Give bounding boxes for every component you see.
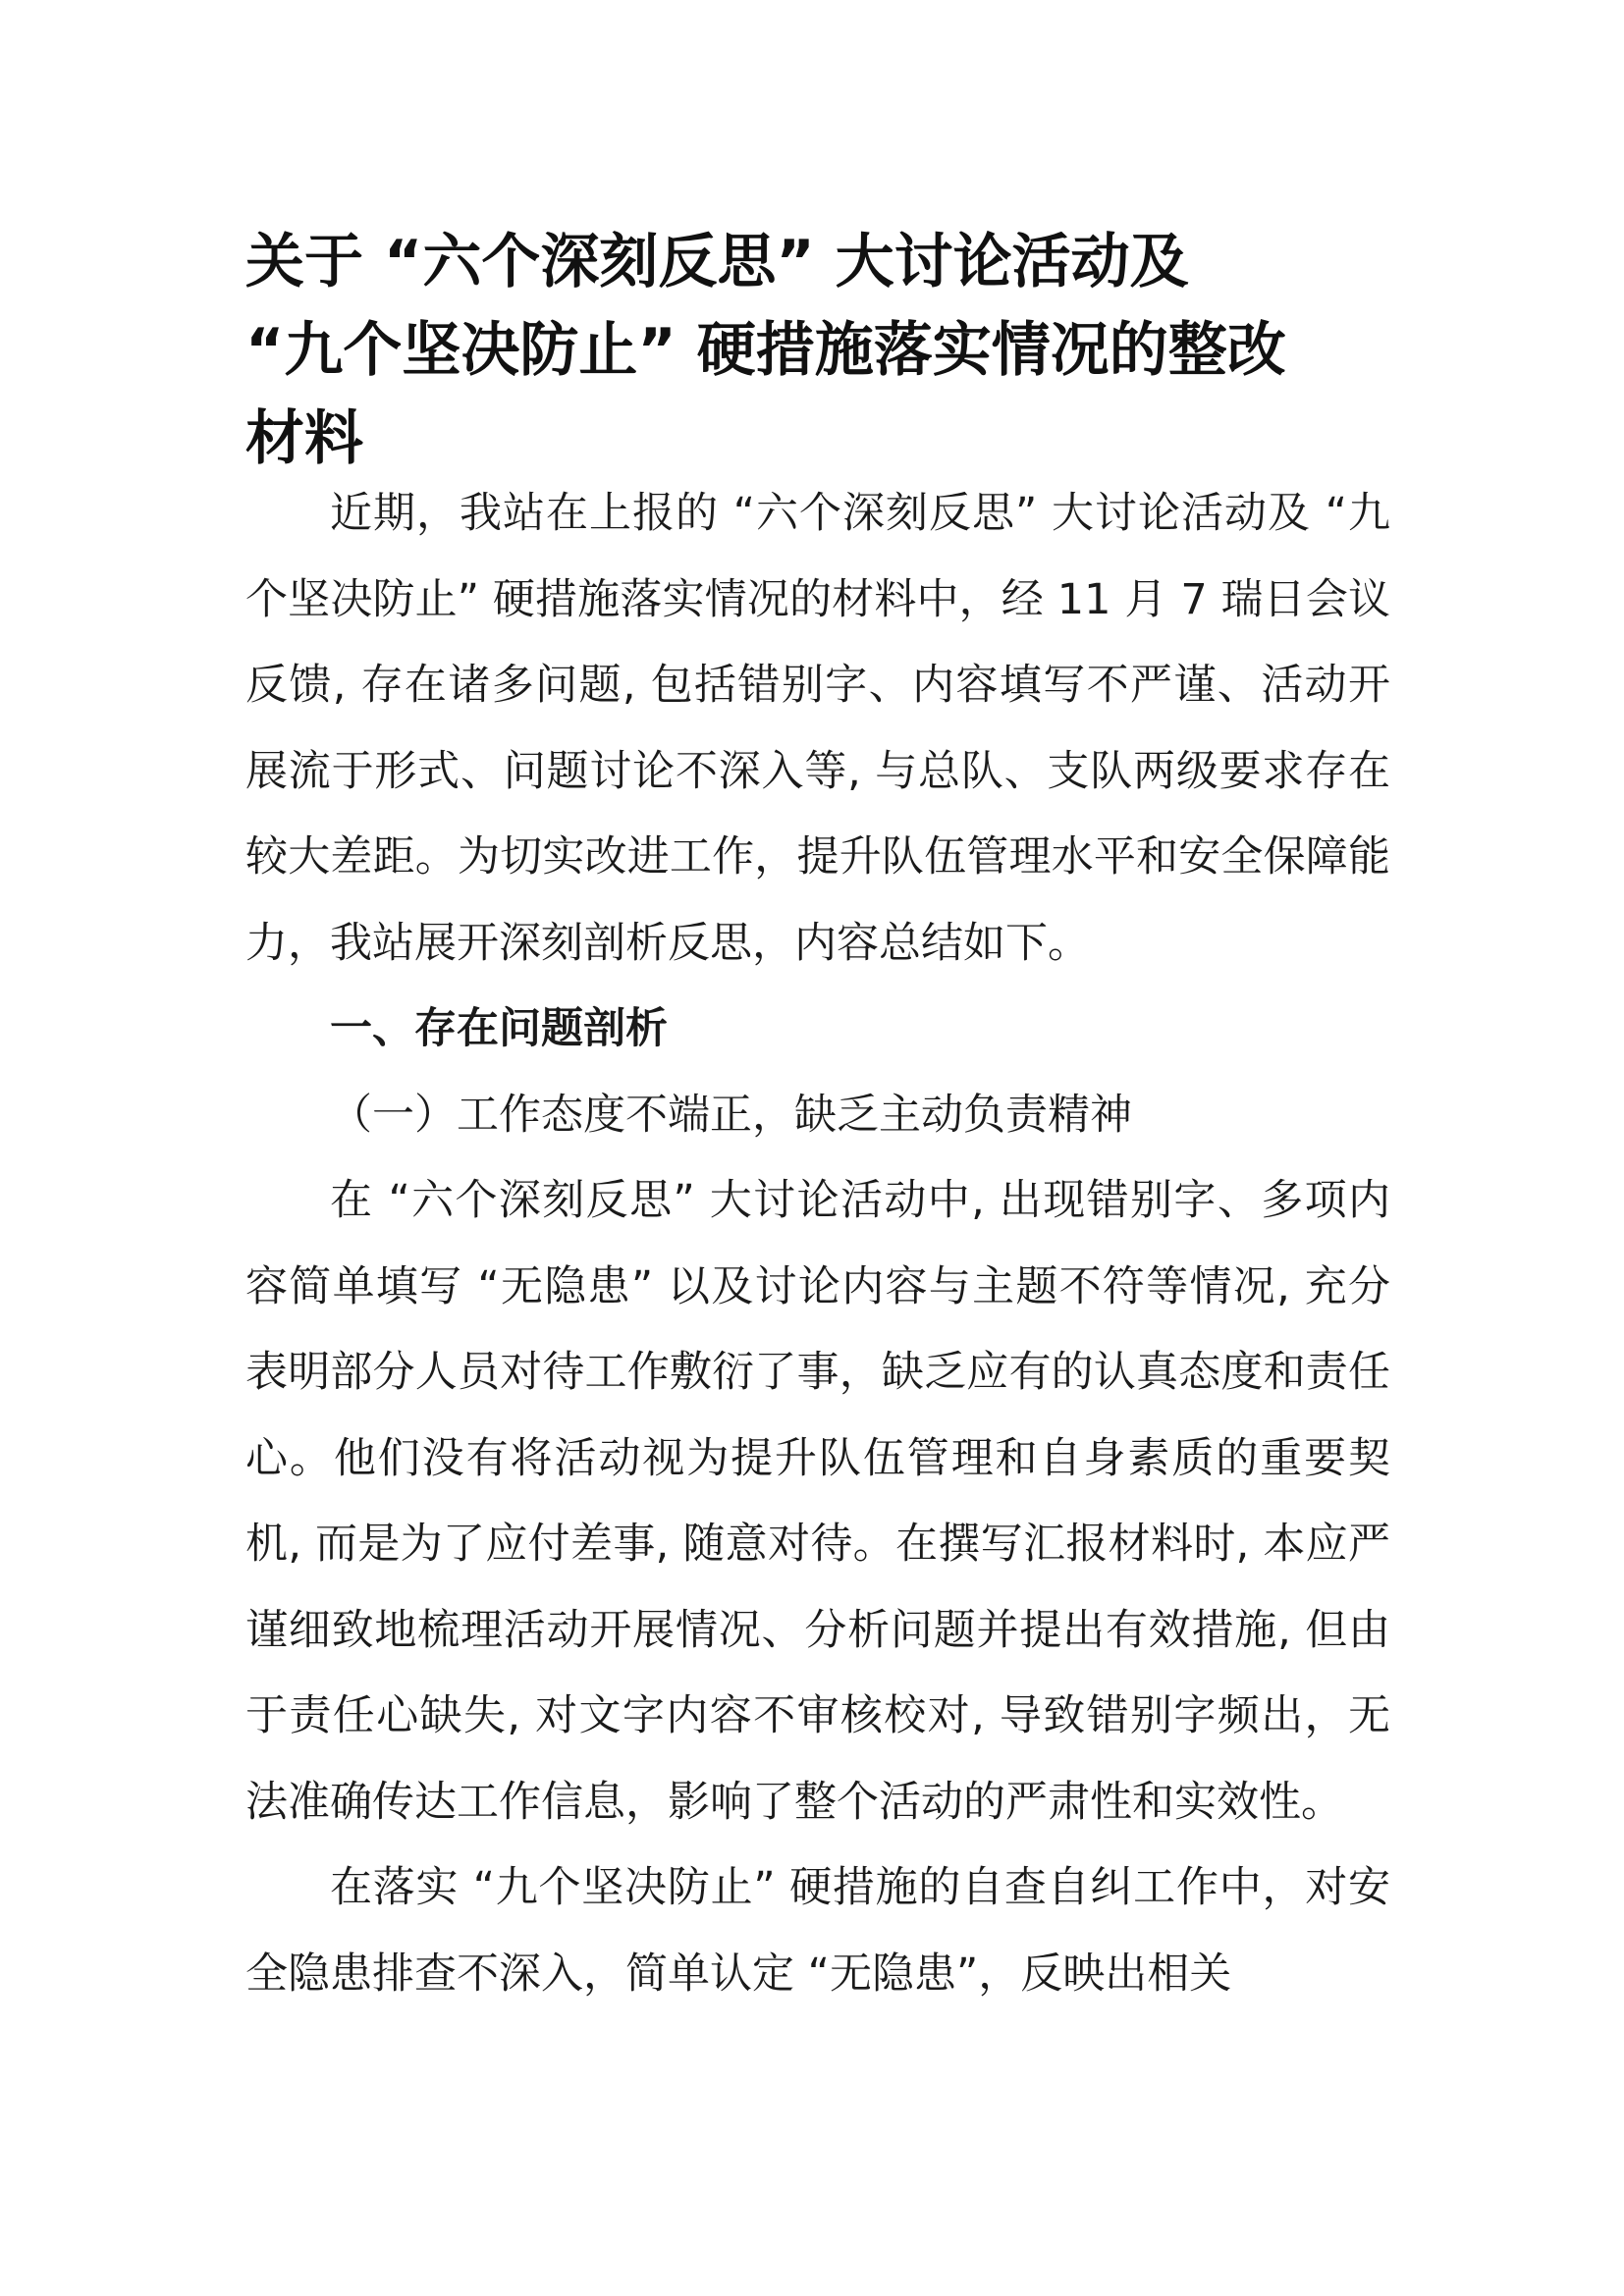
document-body — [245, 471, 1390, 2017]
section-heading-1: 一、存在问题剖析 — [330, 1004, 668, 1053]
title-line-2: “九个坚决防止” 硬措施落实情况的整改 — [245, 316, 1286, 385]
document-title — [245, 218, 1404, 483]
subsection-heading-1: （一）工作态度不端正，缺乏主动负责精神 — [330, 1090, 1132, 1140]
title-line-3: 材料 — [245, 404, 363, 473]
title-line-1: 关于 “六个深刻反思” 大讨论活动及 — [245, 228, 1189, 296]
body-paragraph-2: 在落实 “九个坚决防止” 硬措施的自查自纠工作中，对安全隐患排查不深入，简单认定 “无隐患”，反映出相关 — [245, 1863, 1390, 1999]
intro-paragraph: 近期，我站在上报的 “六个深刻反思” 大讨论活动及 “九个坚决防止” 硬措施落实情况的材料中，经 11 月 7 瑞日会议反馈, 存在诸多问题, 包括错别字、内容填写不严谨、活动开展流于形式、问题讨论不深入等, 与总队、支队两级要求存在较大差距。为切实改进工作，提升队伍管理水平和安全保障能力，我站展开深刻剖析反思，内容总结如下。 — [245, 489, 1390, 968]
body-paragraph-1: 在 “六个深刻反思” 大讨论活动中, 出现错别字、多项内容简单填写 “无隐患” 以及讨论内容与主题不符等情况, 充分表明部分人员对待工作敷衍了事，缺乏应有的认真态度和责任心。他们没有将活动视为提升队伍管理和自身素质的重要契机, 而是为了应付差事, 随意对待。在撰写汇报材料时, 本应严谨细致地梳理活动开展情况、分析问题并提出有效措施, 但由于责任心缺失, 对文字内容不审核校对, 导致错别字频出，无法准确传达工作信息，影响了整个活动的严肃性和实效性。 — [245, 1176, 1390, 1827]
